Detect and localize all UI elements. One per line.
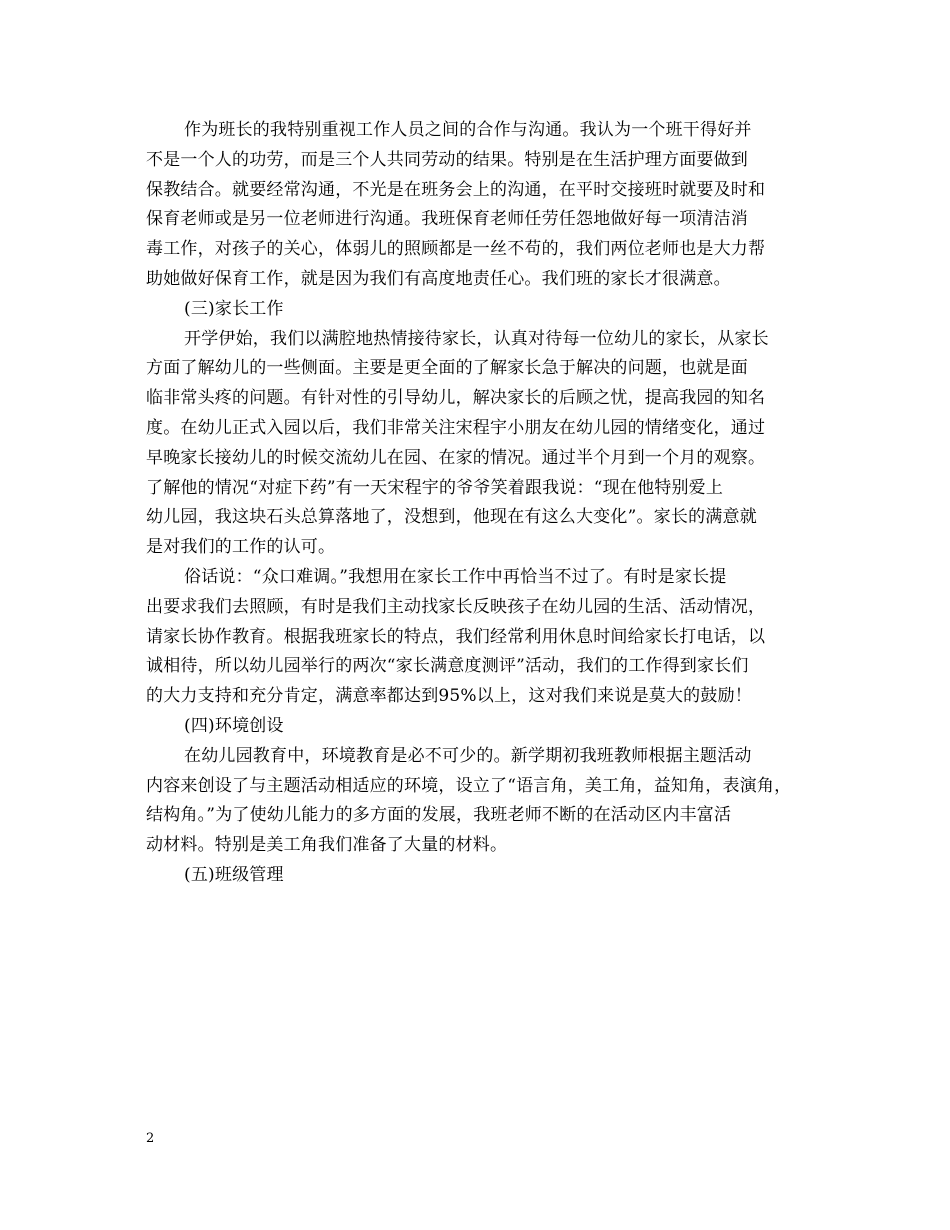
document-body xyxy=(146,116,826,891)
paragraph-line: 助她做好保育工作，就是因为我们有高度地责任心。我们班的家长才很满意。 xyxy=(146,268,731,289)
section-heading: (三)家长工作 xyxy=(184,298,284,319)
paragraph-line: 在幼儿园教育中，环境教育是必不可少的。新学期初我班教师根据主题活动 xyxy=(184,745,752,766)
paragraph-line: 请家长协作教育。根据我班家长的特点，我们经常利用休息时间给家长打电话，以 xyxy=(146,626,766,647)
page-number: 2 xyxy=(146,1131,155,1146)
paragraph-line: 作为班长的我特别重视工作人员之间的合作与沟通。我认为一个班干得好并 xyxy=(184,120,752,140)
paragraph-line: 的大力支持和充分肯定，满意率都达到95%以上，这对我们来说是莫大的鼓励！ xyxy=(146,686,752,707)
section-heading: (四)环境创设 xyxy=(184,715,284,736)
paragraph-line: 保育老师或是另一位老师进行沟通。我班保育老师任劳任怨地做好每一项清洁消 xyxy=(146,209,748,230)
section-heading: (五)班级管理 xyxy=(184,864,284,885)
paragraph-line: 内容来创设了与主题活动相适应的环境，设立了“语言角，美工角，益知角，表演角， xyxy=(146,775,792,796)
paragraph-line: 早晚家长接幼儿的时候交流幼儿在园、在家的情况。通过半个月到一个月的观察。 xyxy=(146,447,766,468)
paragraph-line: 保教结合。就要经常沟通，不光是在班务会上的沟通，在平时交接班时就要及时和 xyxy=(146,179,766,200)
paragraph-line: 出要求我们去照顾，有时是我们主动找家长反映孩子在幼儿园的生活、活动情况， xyxy=(146,596,766,617)
paragraph-line: 俗话说：“众口难调。”我想用在家长工作中再恰当不过了。有时是家长提 xyxy=(184,566,727,587)
paragraph-line: 开学伊始，我们以满腔地热情接待家长，认真对待每一位幼儿的家长，从家长 xyxy=(184,328,769,349)
paragraph-line: 度。在幼儿正式入园以后，我们非常关注宋程宇小朋友在幼儿园的情绪变化，通过 xyxy=(146,417,766,438)
paragraph-line: 诚相待，所以幼儿园举行的两次“家长满意度测评”活动，我们的工作得到家长们 xyxy=(146,656,749,677)
paragraph-line: 方面了解幼儿的一些侧面。主要是更全面的了解家长急于解决的问题，也就是面 xyxy=(146,358,748,379)
paragraph-line: 幼儿园，我这块石头总算落地了，没想到，他现在有这么大变化”。家长的满意就 xyxy=(146,507,757,528)
paragraph-line: 不是一个人的功劳，而是三个人共同劳动的结果。特别是在生活护理方面要做到 xyxy=(146,149,748,170)
paragraph-line: 了解他的情况“对症下药”有一天宋程宇的爷爷笑着跟我说：“现在他特别爱上 xyxy=(146,477,724,498)
paragraph-line: 临非常头疼的问题。有针对性的引导幼儿，解决家长的后顾之忧，提高我园的知名 xyxy=(146,388,766,409)
paragraph-line: 毒工作，对孩子的关心，体弱儿的照顾都是一丝不苟的，我们两位老师也是大力帮 xyxy=(146,239,766,260)
paragraph-line: 动材料。特别是美工角我们准备了大量的材料。 xyxy=(146,835,508,856)
paragraph-line: 是对我们的工作的认可。 xyxy=(146,537,336,558)
paragraph-line: 结构角。”为了使幼儿能力的多方面的发展，我班老师不断的在活动区内丰富活 xyxy=(146,805,732,826)
